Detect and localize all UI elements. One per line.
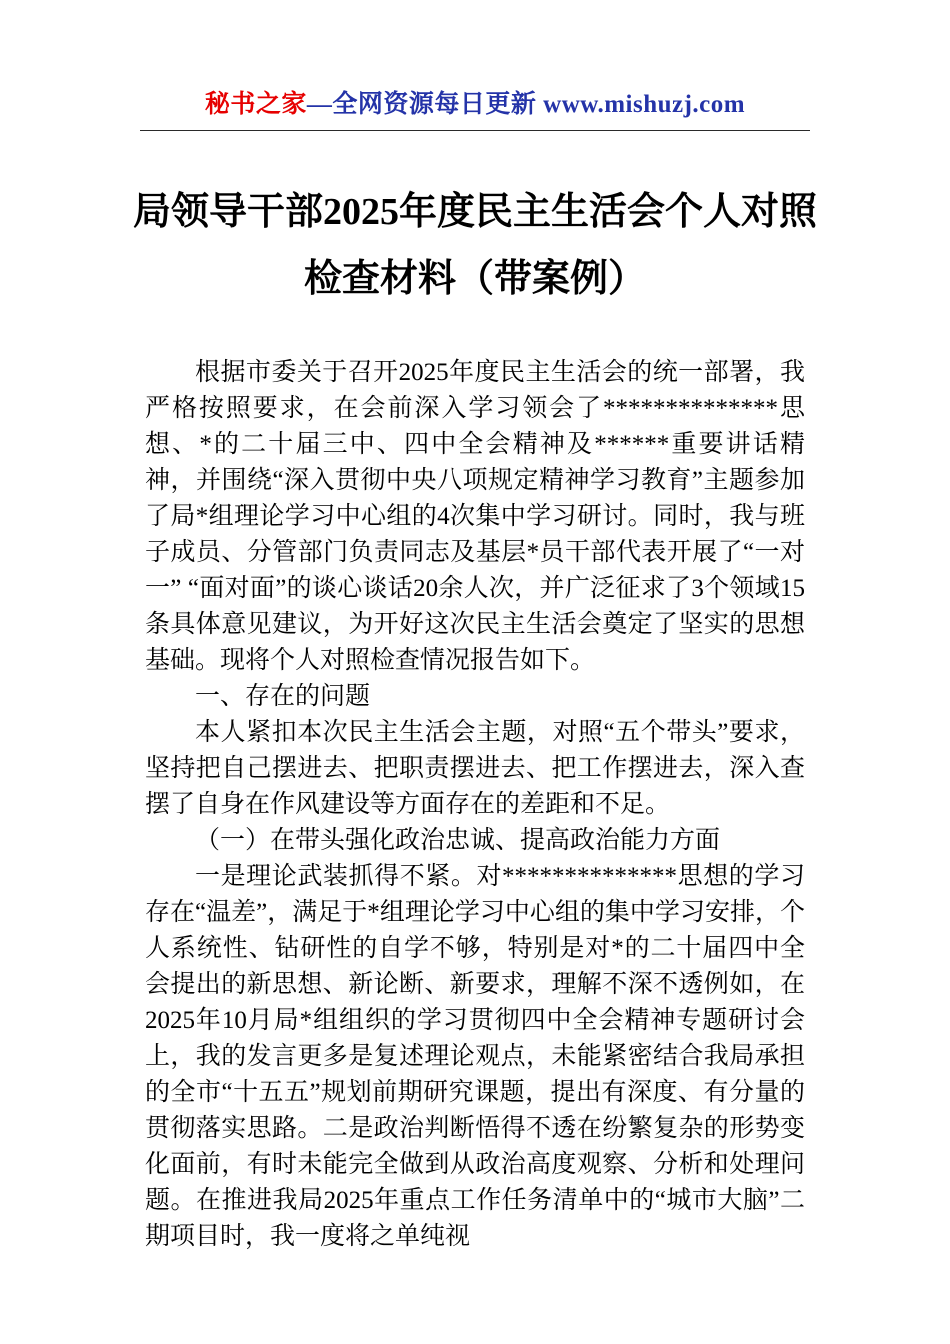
page-header — [140, 0, 810, 131]
paragraph-detail: 一是理论武装抓得不紧。对**************思想的学习存在“温差”，满足于*组理论学习中心组的集中学习安排，个人系统性、钻研性的自学不够，特别是对*的二十届四中全会提出的新思想、新论断、新要求，理解不深不透例如，在2025年10月局*组组织的学习贯彻四中全会精神专题研讨会上，我的发言更多是复述理论观点，未能紧密结合我局承担的全市“十五五”规划前期研究课题，提出有深度、有分量的贯彻落实思路。二是政治判断悟得不透在纷繁复杂的形势变化面前，有时未能完全做到从政治高度观察、分析和处理问题。在推进我局2025年重点工作任务清单中的“城市大脑”二期项目时，我一度将之单纯视 — [145, 863, 805, 1250]
document-body — [145, 355, 805, 1255]
document-title-line2: 检查材料（带案例） — [303, 258, 646, 300]
site-tagline: —全网资源每日更新 www.mishuzj.com — [306, 91, 746, 118]
paragraph-overview: 本人紧扣本次民主生活会主题，对照“五个带头”要求，坚持把自己摆进去、把职责摆进去、把工作摆进去，深入查摆了自身在作风建设等方面存在的差距和不足。 — [145, 719, 805, 818]
document-title — [110, 179, 840, 313]
section-heading-problems: 一、存在的问题 — [195, 683, 371, 710]
site-brand: 秘书之家 — [204, 91, 307, 118]
subsection-heading-political-loyalty: （一）在带头强化政治忠诚、提高政治能力方面 — [195, 827, 721, 854]
paragraph-intro: 根据市委关于召开2025年度民主生活会的统一部署，我严格按照要求，在会前深入学习领会了**************思想、*的二十届三中、四中全会精神及******重要讲话精神，并围绕“深入贯彻中央八项规定精神学习教育”主题参加了局*组理论学习中心组的4次集中学习研讨。同时，我与班子成员、分管部门负责同志及基层*员干部代表开展了“一对一” “面对面”的谈心谈话20余人次，并广泛征求了3个领域15条具体意见建议，为开好这次民主生活会奠定了坚实的思想基础。现将个人对照检查情况报告如下。 — [145, 359, 805, 674]
document-title-line1: 局领导干部2025年度民主生活会个人对照 — [132, 191, 817, 233]
